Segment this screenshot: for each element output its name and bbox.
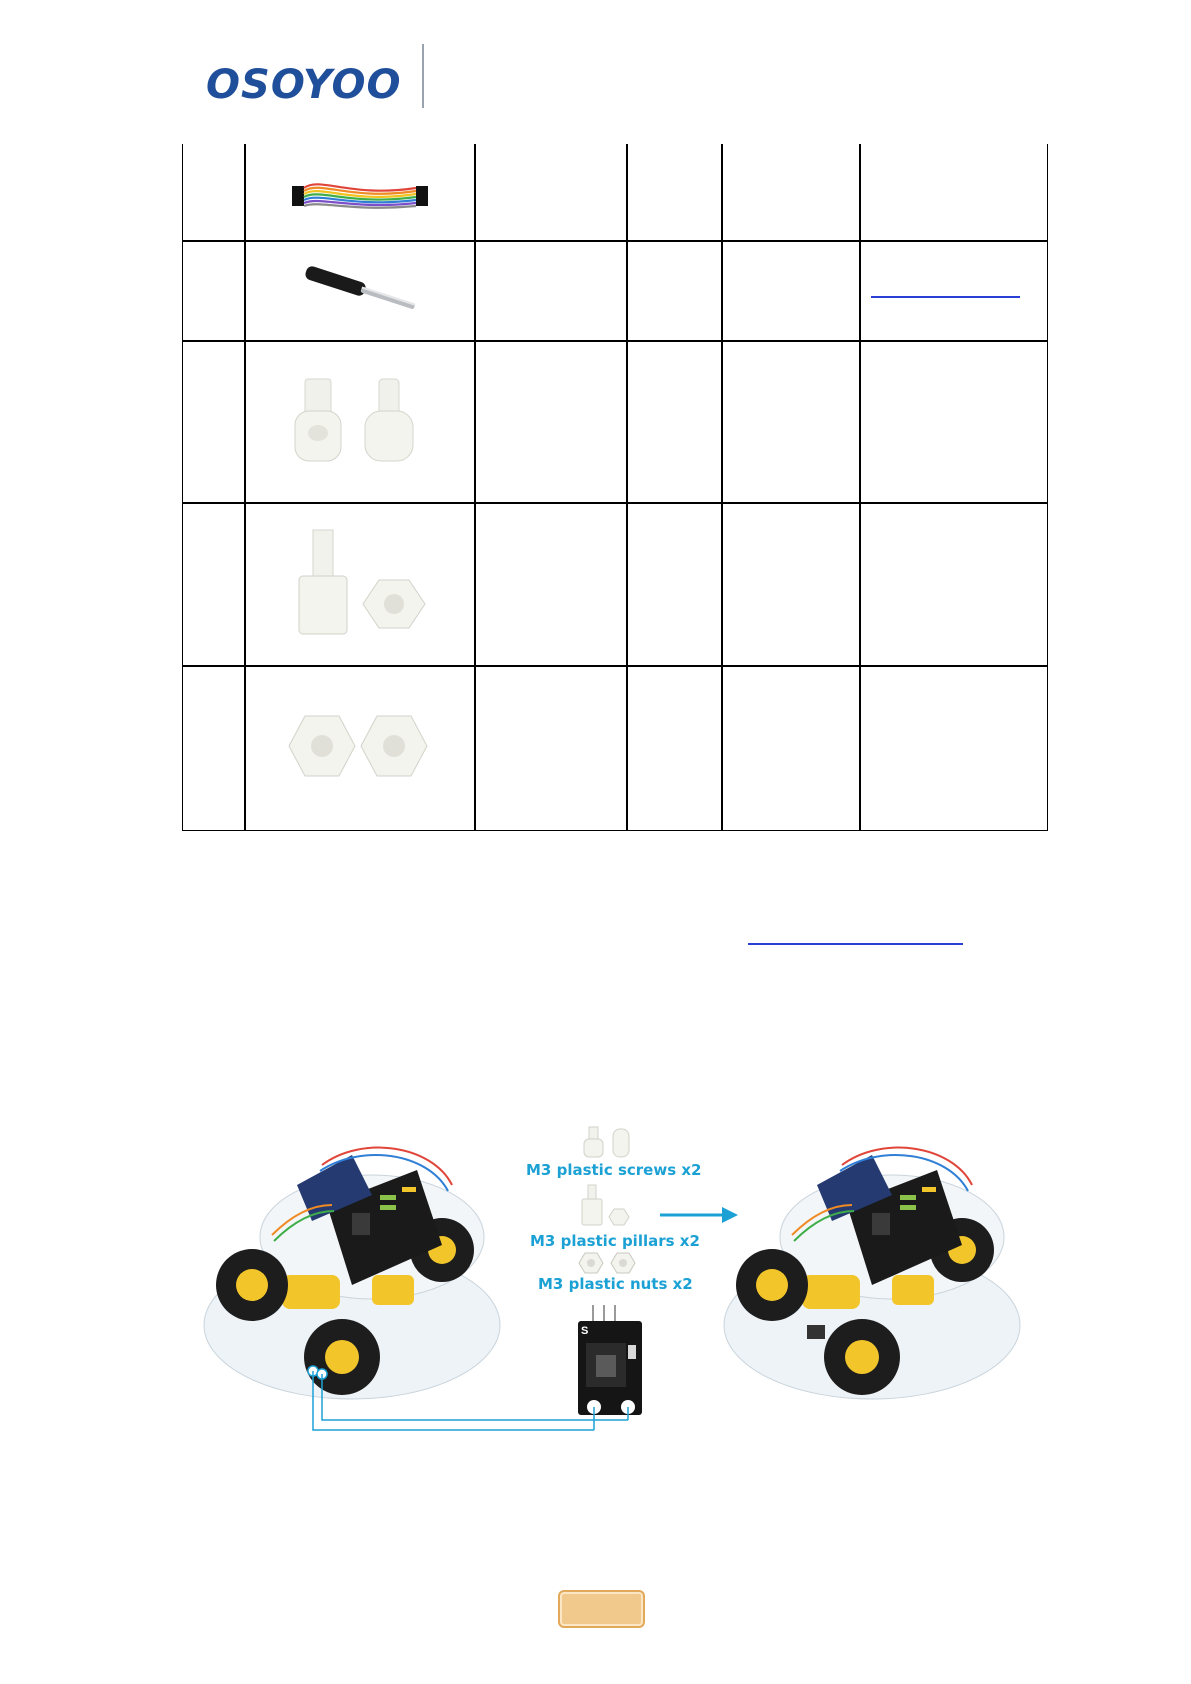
m3-plastic-nuts-icon <box>285 702 435 792</box>
plastic-nut-icons <box>579 1253 635 1273</box>
column-divider <box>859 144 861 830</box>
robot-car-after <box>724 1148 1020 1399</box>
table-row <box>245 340 474 502</box>
logo-wordmark: OSOYOO <box>206 62 402 108</box>
parts-table <box>182 144 1048 831</box>
m3-plastic-pillars-icon <box>285 524 435 644</box>
page-number <box>558 1590 645 1628</box>
plastic-screw-icons <box>584 1127 629 1157</box>
installation-figure <box>182 1125 1052 1470</box>
link-underline[interactable] <box>871 296 1020 298</box>
jumper-wires-icon <box>290 168 430 216</box>
table-row <box>245 144 474 240</box>
logo-divider <box>422 44 424 108</box>
label-screws: M3 plastic screws x2 <box>526 1161 702 1179</box>
table-row <box>245 665 474 829</box>
plastic-pillar-icons <box>582 1185 629 1225</box>
column-divider <box>474 144 476 830</box>
sensor-module <box>578 1305 642 1430</box>
m3-plastic-screws-icon <box>285 371 435 471</box>
osoyoo-logo <box>182 44 424 108</box>
robot-car-before <box>204 1148 500 1399</box>
right-arrow-icon <box>660 1207 738 1223</box>
module-pin-label: S <box>581 1325 589 1337</box>
label-nuts: M3 plastic nuts x2 <box>538 1275 693 1293</box>
column-divider <box>626 144 628 830</box>
screwdriver-icon <box>295 260 425 320</box>
column-divider <box>721 144 723 830</box>
label-pillars: M3 plastic pillars x2 <box>530 1232 700 1250</box>
link-underline[interactable] <box>748 943 963 945</box>
table-row <box>245 502 474 665</box>
table-row <box>245 240 474 340</box>
